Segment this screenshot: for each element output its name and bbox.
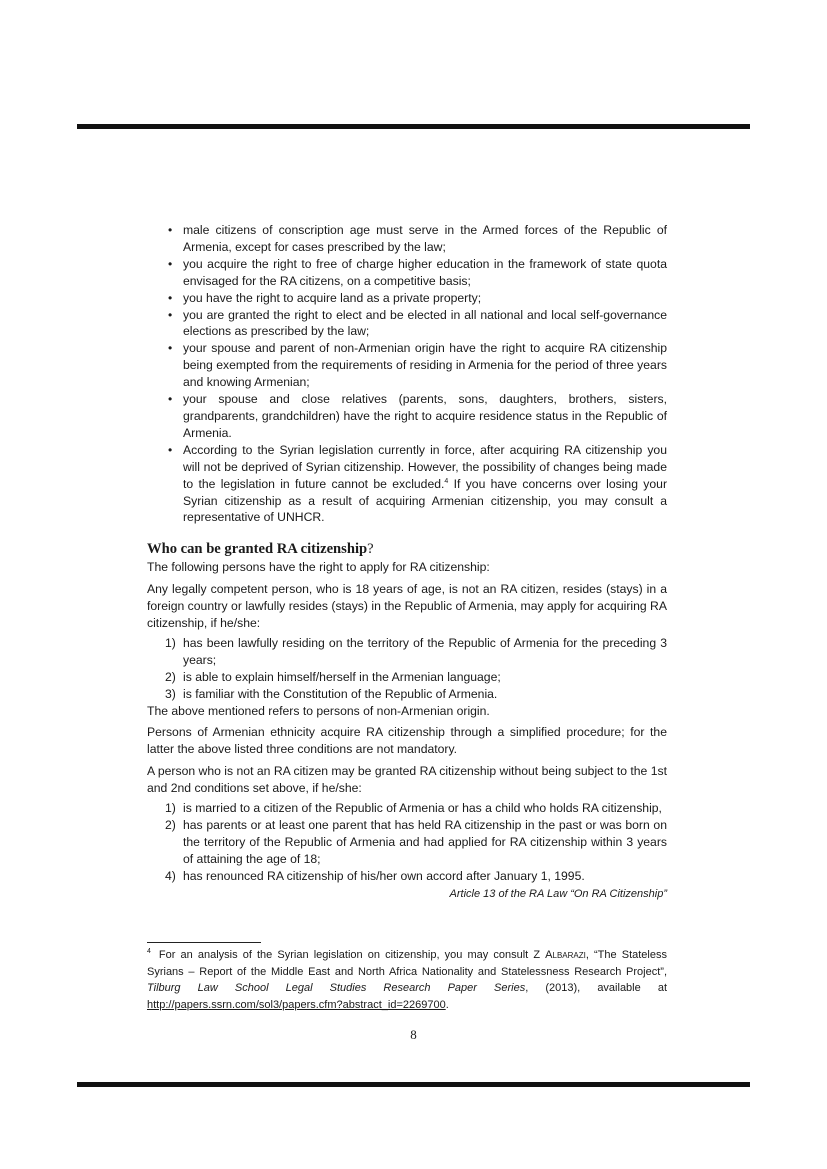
bullet-icon: •: [168, 256, 173, 271]
section-heading: Who can be granted RA citizenship?: [147, 541, 374, 558]
bullet-icon: •: [168, 290, 173, 305]
footnote-mark: 4: [147, 948, 151, 956]
bullet-icon: •: [168, 442, 173, 457]
bullet-icon: •: [168, 223, 173, 237]
list-item: [147, 256, 667, 290]
list-item-text: you acquire the right to free of charge higher education in the framework of state quota envisaged for the RA citizens, on a competitive basis;: [183, 256, 667, 288]
armenian-ethnicity-paragraph: Persons of Armenian ethnicity acquire RA citizenship through a simplified procedure; for the latter the above listed three conditions are not mandatory.: [147, 725, 667, 757]
page-number: 8: [410, 1027, 417, 1042]
exemption-conditions-list: [147, 800, 667, 885]
footnote-reference[interactable]: 4: [444, 477, 449, 485]
condition-item: 1) is married to a citizen of the Republic of Armenia or has a child who holds RA citizenship,: [165, 801, 662, 816]
list-item: [147, 222, 667, 256]
non-armenian-note: The above mentioned refers to persons of non-Armenian origin.: [147, 703, 490, 718]
footnote-series: Tilburg Law School Legal Studies Research Paper Series: [147, 982, 526, 994]
list-item-text: your spouse and close relatives (parents, sons, daughters, brothers, sisters, grandparents, grandchildren) have the right to acquire residence status in the Republic of Armenia.: [183, 392, 667, 440]
footnote-link[interactable]: http://papers.ssrn.com/sol3/papers.cfm?abstract_id=2269700: [147, 998, 446, 1011]
list-item-text: If you have concerns over losing your Syrian citizenship as a result of acquiring Armenian citizenship, you may consult a representative of UNHCR.: [183, 476, 667, 525]
list-item: [147, 442, 667, 527]
footnote: $^4$ For an analysis of the Syrian legislation on citizenship, you may consult Z Albarazi, “The Stateless Syrians – Report of the Middle East and North Africa Nationality and Statelessness Research Project”, Tilburg Law School Legal Studies Research Paper Series, (2013), available at http://papers.ssrn.com/sol3/papers.cfm?abstract_id=2269700.: [147, 948, 668, 1011]
page-body: [147, 222, 667, 903]
conditions-list: [147, 635, 667, 703]
bullet-icon: •: [168, 307, 173, 322]
header-rule: [77, 124, 750, 129]
bullet-icon: •: [168, 392, 173, 407]
list-item: [147, 290, 667, 307]
rights-list: [147, 222, 667, 526]
condition-item: 2) is able to explain himself/herself in the Armenian language;: [165, 669, 501, 684]
condition-item: 3) is familiar with the Constitution of the Republic of Armenia.: [165, 686, 498, 701]
bullet-icon: •: [168, 341, 173, 356]
list-item: [147, 340, 667, 391]
list-item: [147, 307, 667, 341]
lead-paragraph: The following persons have the right to apply for RA citizenship:: [147, 560, 490, 575]
exemption-paragraph: A person who is not an RA citizen may be granted RA citizenship without being subject to the 1st and 2nd conditions set above, if he/she:: [147, 764, 667, 796]
eligibility-paragraph: Any legally competent person, who is 18 years of age, is not an RA citizen, resides (stays) in a foreign country or lawfully resides (stays) in the Republic of Armenia, may apply for acquiring RA citizenship, if he/she:: [147, 582, 667, 631]
list-item-text: you have the right to acquire land as a private property;: [183, 290, 482, 305]
condition-item: 2) has parents or at least one parent that has held RA citizenship in the past or was born on the territory of the Republic of Armenia and had applied for RA citizenship within 3 years of attaining the age of 18;: [165, 818, 667, 866]
condition-number: 2): [165, 669, 176, 684]
condition-item: 4) has renounced RA citizenship of his/her own accord after January 1, 1995.: [165, 868, 585, 883]
list-item-text: According to the Syrian legislation currently in force, after acquiring RA citizenship you will not be deprived of Syrian citizenship. However, the possibility of changes being made to the legislation in future cannot be excluded.: [183, 442, 667, 491]
footnote-rule: [147, 942, 261, 943]
legal-source-citation: Article 13 of the RA Law “On RA Citizenship”: [449, 887, 667, 900]
list-item-text: your spouse and parent of non-Armenian origin have the right to acquire RA citizenship being exempted from the requirements of residing in Armenia for the period of three years and knowing Armenian;: [183, 341, 667, 390]
footnote-author: Albarazi: [545, 949, 586, 961]
list-item-text: male citizens of conscription age must serve in the Armed forces of the Republic of Armenia, except for cases prescribed by the law;: [183, 223, 667, 254]
condition-number: 2): [165, 818, 176, 832]
condition-number: 1): [165, 635, 176, 650]
list-item: [147, 391, 667, 442]
condition-number: 1): [165, 801, 176, 816]
footer-rule: [77, 1082, 750, 1087]
list-item-text: you are granted the right to elect and be elected in all national and local self-governance elections as prescribed by the law;: [183, 307, 667, 339]
condition-item: 1) has been lawfully residing on the territory of the Republic of Armenia for the preceding 3 years;: [165, 635, 667, 667]
condition-number: 4): [165, 868, 176, 883]
condition-number: 3): [165, 686, 176, 701]
